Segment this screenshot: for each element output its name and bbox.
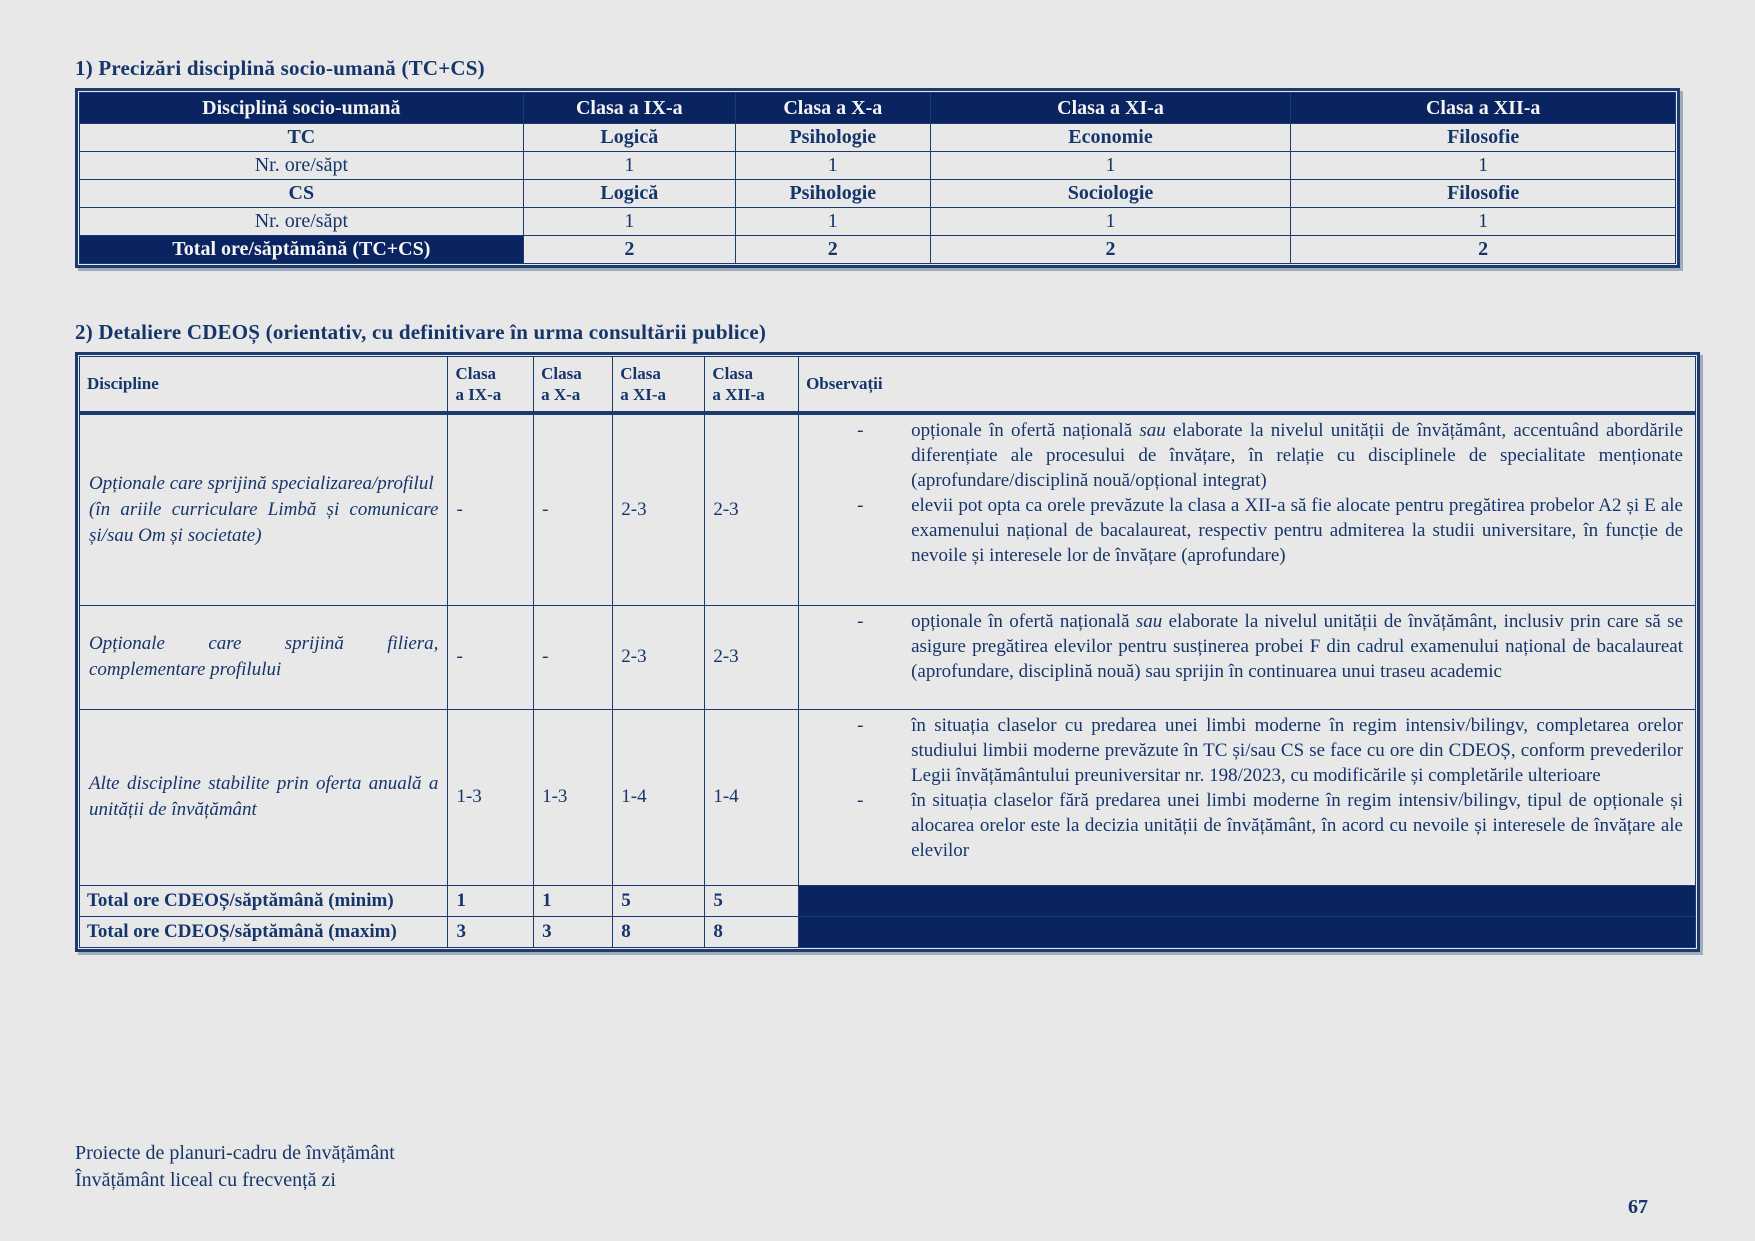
t2-row-optionale-filiera <box>80 605 1696 709</box>
t1-row-label: TC <box>80 124 524 152</box>
t2-discipline-cell <box>80 413 448 605</box>
bullet-marker: - <box>857 714 864 736</box>
t2-header-line: a IX-a <box>455 385 502 404</box>
t1-cell: Psihologie <box>735 124 930 152</box>
bullet-text: elevii pot opta ca orele prevăzute la clasa a XII-a să fie alocate pentru pregătirea probelor A2 și E ale examenului național de bacalaureat, respectiv pentru admiterea la studii universitare, în funcție de nevoile și interesele lor de învățare (aprofundare) <box>911 495 1683 566</box>
t2-total-min-row <box>80 885 1696 916</box>
bullet-item <box>805 788 1687 863</box>
t2-total-cell: 8 <box>613 916 705 947</box>
t1-row-label: CS <box>80 180 524 208</box>
t2-total-cell: 1 <box>534 885 613 916</box>
t2-header-observatii: Observații <box>799 357 1696 414</box>
t2-total-observatii-fill <box>799 916 1696 947</box>
bullet-text <box>911 418 1687 493</box>
discipline-text: Alte discipline stabilite prin oferta anuală a unității de învățământ <box>89 773 439 820</box>
t1-total-cell: 2 <box>930 236 1291 264</box>
t2-total-cell: 8 <box>705 916 799 947</box>
t2-row-optionale-specializare <box>80 413 1696 605</box>
t2-value-cell: 1-4 <box>613 709 705 885</box>
bullet-text: în situația claselor fără predarea unei limbi moderne în regim intensiv/bilingv, tipul de opționale și alocarea orelor este la decizia unității de învățământ, în acord cu nevoile și interesele de învățare ale elevilor <box>911 789 1683 861</box>
t2-header-line: a X-a <box>541 385 581 404</box>
t2-value-cell: 1-3 <box>448 709 534 885</box>
t1-cell: 1 <box>1291 152 1676 180</box>
t2-total-observatii-fill <box>799 885 1696 916</box>
t1-cell: 1 <box>1291 208 1676 236</box>
bullet-item <box>805 418 1687 493</box>
t1-header-clasa11: Clasa a XI-a <box>930 93 1291 124</box>
page-content <box>75 56 1700 952</box>
t1-cell: Filosofie <box>1291 124 1676 152</box>
t2-discipline-cell <box>80 605 448 709</box>
footer-line2: Învățământ liceal cu frecvență zi <box>75 1169 336 1191</box>
t2-total-max-row <box>80 916 1696 947</box>
t2-row-alte-discipline <box>80 709 1696 885</box>
t1-row-label: Nr. ore/săpt <box>80 152 524 180</box>
t1-cell: 1 <box>735 208 930 236</box>
t2-header-line: Clasa <box>620 363 661 383</box>
t2-value-cell: 2-3 <box>705 413 799 605</box>
section1-title: 1) Precizări disciplină socio-umană (TC+CS) <box>75 56 485 80</box>
t1-header-row <box>80 93 1676 124</box>
t2-header-discipline: Discipline <box>80 357 448 414</box>
page-number: 67 <box>1628 1196 1648 1218</box>
t1-row-tc <box>80 124 1676 152</box>
bullet-text: în situația claselor cu predarea unei limbi moderne în regim intensiv/bilingv, completarea orelor studiului limbii moderne prevăzute în TC și/sau CS se face cu ore din CDEOȘ, conform prevederilor Legii învățământului preuniversitar nr. 198/2023, cu modificările și completările ulterioare <box>911 714 1683 786</box>
t2-total-cell: 1 <box>448 885 534 916</box>
t2-header-clasa12 <box>705 357 799 414</box>
page-footer <box>75 1140 395 1194</box>
t1-cell: 1 <box>523 152 735 180</box>
obs-segment: opționale în ofertă națională <box>911 420 1140 441</box>
t2-header-clasa11 <box>613 357 705 414</box>
bullet-text <box>911 609 1687 684</box>
t1-row-cs <box>80 180 1676 208</box>
t1-total-cell: 2 <box>1291 236 1676 264</box>
obs-segment: elaborate la nivelul unității de învățământ, accentuând abordările diferențiate ale procesului de învățare, în relație cu disciplinele de specialitate menționate (aprofundare/disciplină nouă/opțional integrat) <box>911 420 1683 491</box>
discipline-text: Opționale care sprijină filiera, complementare profilului <box>89 633 439 680</box>
bullet-marker: - <box>857 495 864 516</box>
t1-cell: 1 <box>930 208 1291 236</box>
t1-header-clasa10: Clasa a X-a <box>735 93 930 124</box>
t2-total-cell: 5 <box>613 885 705 916</box>
t2-header-line: a XI-a <box>620 385 667 404</box>
t2-total-label: Total ore CDEOȘ/săptămână (maxim) <box>80 916 448 947</box>
t2-observatii-cell <box>799 413 1696 605</box>
t2-header-line: Clasa <box>541 363 582 383</box>
bullet-item <box>805 493 1687 568</box>
t1-header-clasa9: Clasa a IX-a <box>523 93 735 124</box>
t2-header-line: Clasa <box>712 363 753 383</box>
section2-title: 2) Detaliere CDEOȘ (orientativ, cu definitivare în urma consultării publice) <box>75 320 767 344</box>
obs-segment-italic: sau <box>1139 420 1166 441</box>
bullet-marker: - <box>857 789 864 811</box>
bullet-item <box>805 609 1687 684</box>
t2-value-cell: - <box>534 605 613 709</box>
t1-header-disciplina: Disciplină socio-umană <box>80 93 524 124</box>
t2-value-cell: - <box>448 413 534 605</box>
t1-cell: 1 <box>523 208 735 236</box>
t1-cell: Logică <box>523 124 735 152</box>
t1-cell: Economie <box>930 124 1291 152</box>
t1-total-label: Total ore/săptămână (TC+CS) <box>80 236 524 264</box>
discipline-text: Opționale care sprijină specializarea/profilul <box>89 473 434 495</box>
bullet-marker: - <box>857 420 864 441</box>
t2-value-cell: 1-3 <box>534 709 613 885</box>
t1-cell: Logică <box>523 180 735 208</box>
t2-header-line: a XII-a <box>712 385 765 404</box>
obs-segment-italic: sau <box>1135 610 1163 632</box>
bullet-marker: - <box>857 610 864 632</box>
t2-observatii-cell <box>799 605 1696 709</box>
obs-segment: opționale în ofertă națională <box>911 610 1136 632</box>
t1-row-ore-cs <box>80 208 1676 236</box>
t2-value-cell: 2-3 <box>613 413 705 605</box>
t1-row-label: Nr. ore/săpt <box>80 208 524 236</box>
t1-cell: 1 <box>735 152 930 180</box>
cdeos-table <box>75 352 1700 952</box>
t2-total-label: Total ore CDEOȘ/săptămână (minim) <box>80 885 448 916</box>
t2-observatii-cell <box>799 709 1696 885</box>
t2-header-clasa10 <box>534 357 613 414</box>
t1-cell: Sociologie <box>930 180 1291 208</box>
t2-total-cell: 5 <box>705 885 799 916</box>
footer-line1: Proiecte de planuri-cadru de învățământ <box>75 1142 395 1164</box>
t2-value-cell: 2-3 <box>613 605 705 709</box>
t2-total-cell: 3 <box>534 916 613 947</box>
t2-value-cell: 2-3 <box>705 605 799 709</box>
t2-header-row <box>80 357 1696 414</box>
t2-header-line: Clasa <box>455 363 497 383</box>
t2-value-cell: - <box>534 413 613 605</box>
t1-total-cell: 2 <box>523 236 735 264</box>
t2-header-clasa9 <box>448 357 534 414</box>
t1-cell: Psihologie <box>735 180 930 208</box>
t1-cell: 1 <box>930 152 1291 180</box>
t2-discipline-cell <box>80 709 448 885</box>
t2-value-cell: 1-4 <box>705 709 799 885</box>
t1-header-clasa12: Clasa a XII-a <box>1291 93 1676 124</box>
socio-umana-table <box>75 88 1680 268</box>
discipline-text: (în ariile curriculare Limbă și comunicare și/sau Om și societate) <box>89 498 439 546</box>
obs-segment: elaborate la nivelul unității de învățământ, inclusiv prin care să se asigure pregătirea elevilor pentru susținerea probei F din cadrul examenului național de bacalaureat (aprofundare, disciplină nouă) sau sprijin în continuarea unui traseu academic <box>911 610 1684 682</box>
t1-total-cell: 2 <box>735 236 930 264</box>
t1-total-row <box>80 236 1676 264</box>
t2-total-cell: 3 <box>448 916 534 947</box>
t1-row-ore-tc <box>80 152 1676 180</box>
t2-value-cell: - <box>448 605 534 709</box>
t1-cell: Filosofie <box>1291 180 1676 208</box>
bullet-item <box>805 713 1687 788</box>
